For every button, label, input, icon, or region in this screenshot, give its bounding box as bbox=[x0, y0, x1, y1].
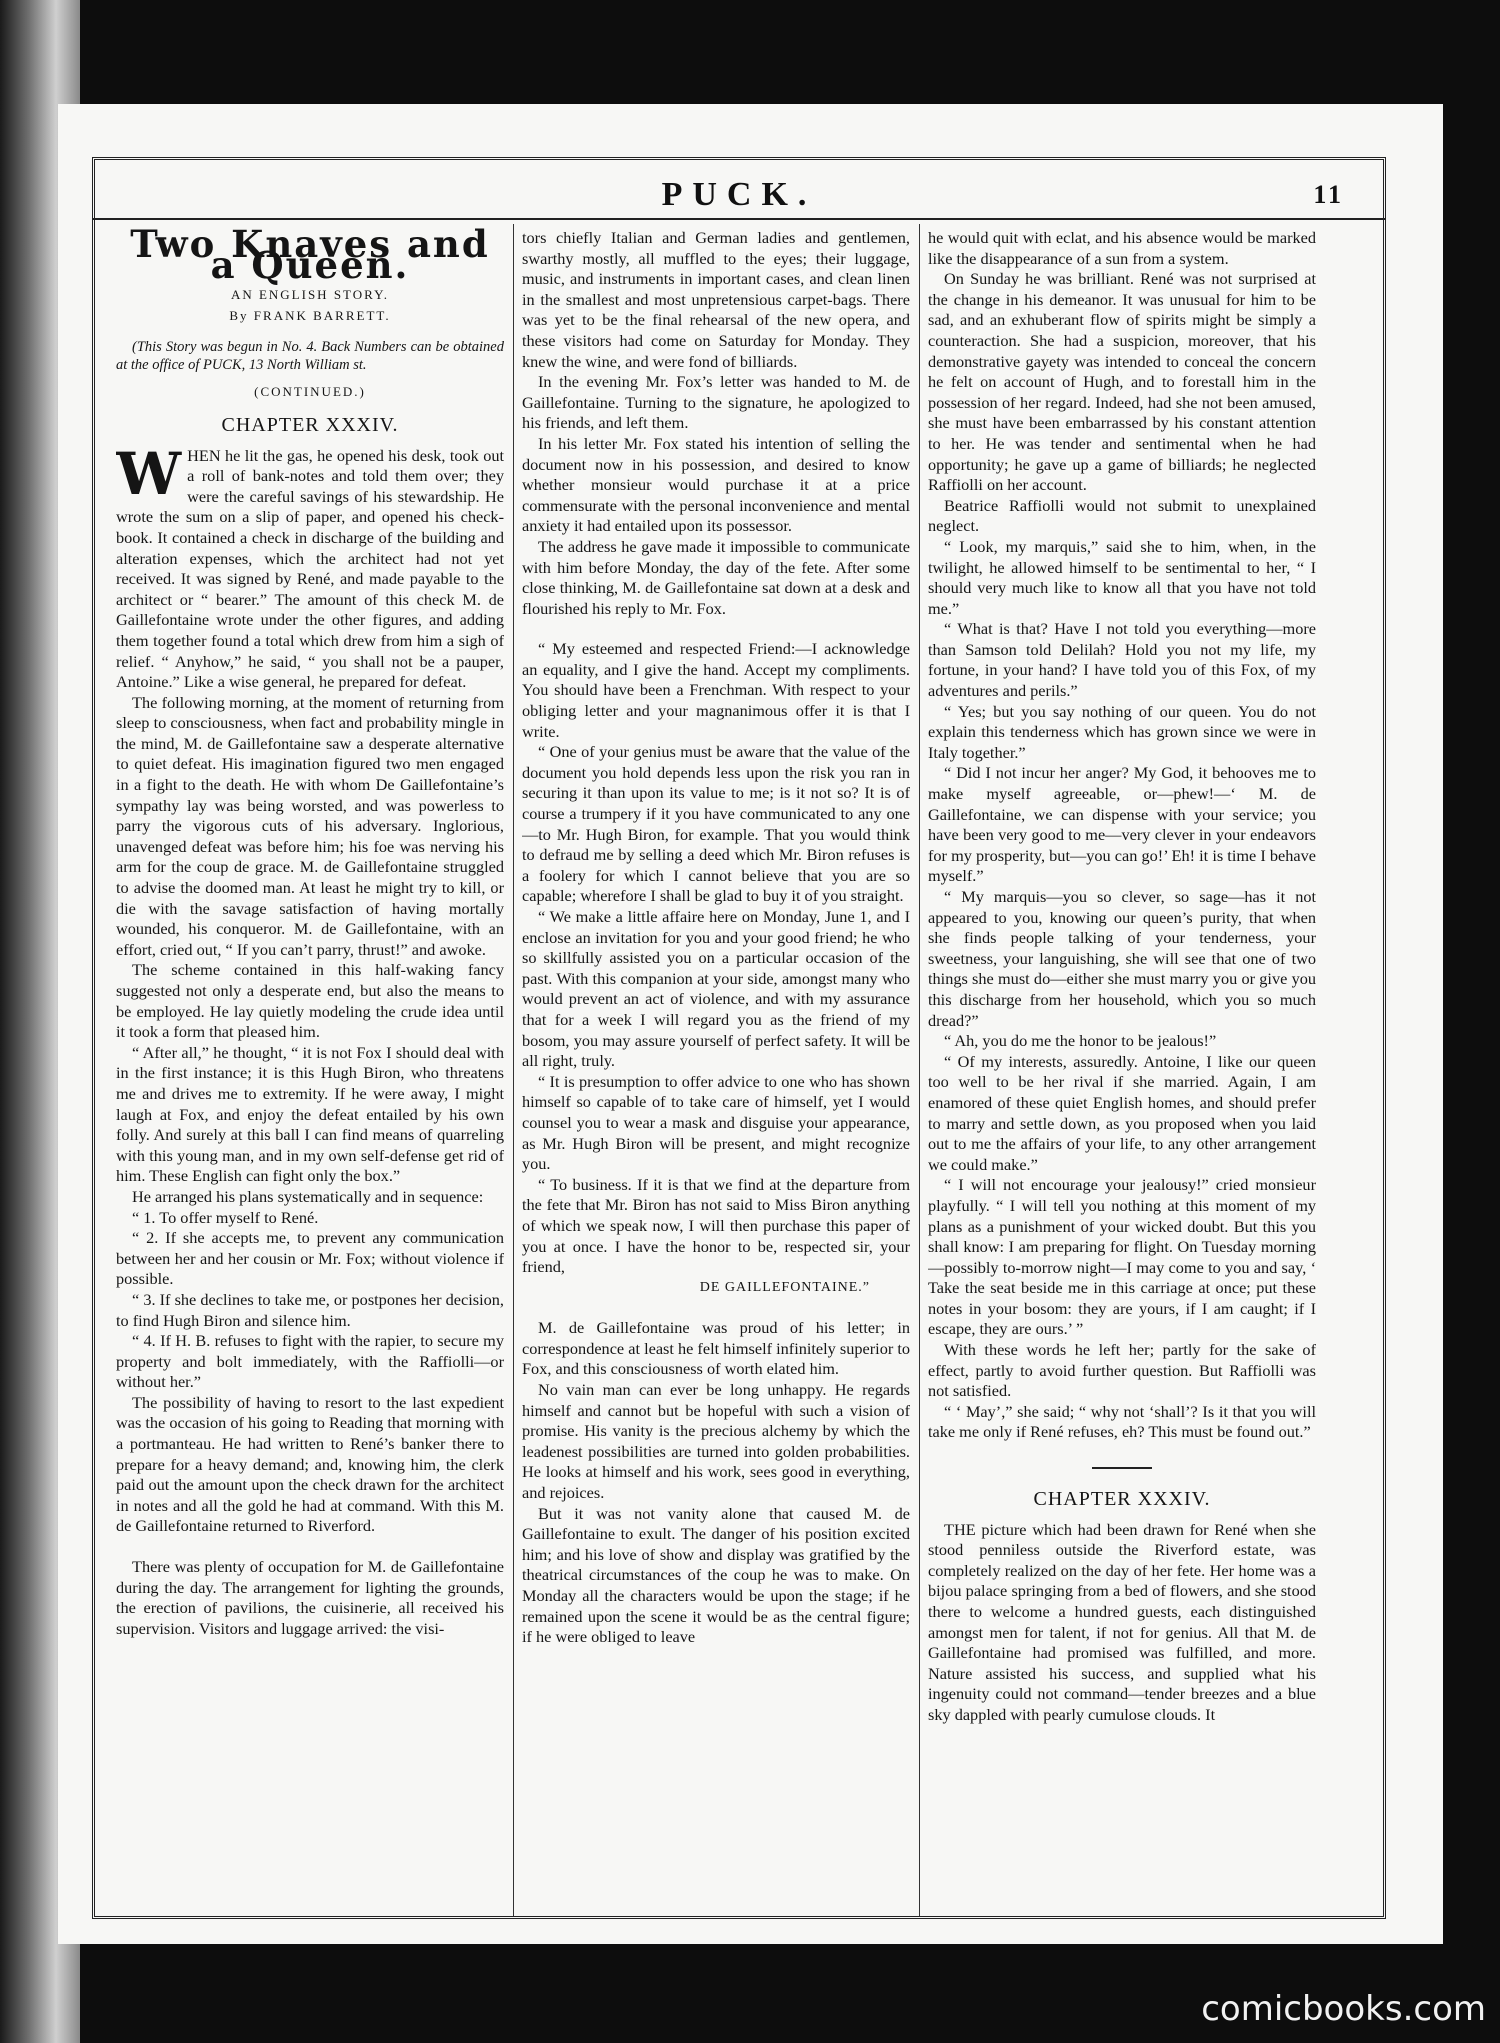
letter-paragraph: “ My esteemed and respected Friend:—I acknowledge an equality, and I give the hand. Accept my compliments. You should have been a Frenchman. With respect to your obliging letter and your magnanimous offer it is that I write. bbox=[522, 639, 910, 741]
paragraph: “ After all,” he thought, “ it is not Fox I should deal with in the first instance; it is this Hugh Biron, who threatens me and drives me to extremity. If he were away, I might laugh at Fox, and enjoy the defeat entailed by his own folly. And surely at this ball I can find means of quarreling with this young man, and in my own self-defense get rid of him. These English can fight only the box.” bbox=[116, 1042, 504, 1186]
paragraph: “ 4. If H. B. refuses to fight with the rapier, to secure my property and bolt immediately, with the Raffiolli—or without her.” bbox=[116, 1331, 504, 1392]
paragraph: M. de Gaillefontaine was proud of his letter; in correspondence at least he felt himself infinitely superior to Fox, and this consciousness of worth elated him. bbox=[522, 1318, 910, 1379]
story-byline: By FRANK BARRETT. bbox=[229, 307, 391, 323]
paragraph: No vain man can ever be long unhappy. He regards himself and cannot but be hopeful with such a vision of promise. His vanity is the precious alchemy by which the leadenest possibilities are turned into golden probabilities. He looks at himself and his work, sees good in everything, and rejoices. bbox=[522, 1380, 910, 1503]
paragraph: “ Of my interests, assuredly. Antoine, I like our queen too well to be her rival if she married. Again, I am enamored of these quiet English homes, and should prefer to marry and settle down, as you proposed when you laid out to me the affairs of your life, to any other arrangement we could make.” bbox=[928, 1051, 1316, 1174]
paragraph: “ Did I not incur her anger? My God, it behooves me to make myself agreeable, or—phew!—‘ M. de Gaillefontaine, we can dispense with your service; you have been very good to me—very clever in your endeavors for my prosperity, but—you can go!’ Eh! it is time I behave myself.” bbox=[928, 763, 1316, 886]
drop-cap: W bbox=[116, 439, 182, 508]
paragraph: In his letter Mr. Fox stated his intention of selling the document now in his possession, and desired to know whether monsieur would purchase it at a price commensurate with the personal inconvenience and mental anxiety it had entailed upon its possessor. bbox=[522, 433, 910, 536]
column-divider bbox=[513, 224, 514, 1916]
story-note: (This Story was begun in No. 4. Back Numbers can be obtained at the office of PUCK, 13 North William st. bbox=[116, 339, 504, 374]
paragraph: “ Yes; but you say nothing of our queen. You do not explain this tenderness which has grown since we were in Italy together.” bbox=[928, 701, 1316, 762]
section-separator bbox=[1092, 1467, 1152, 1469]
chapter-heading: CHAPTER XXXIV. bbox=[1033, 1488, 1211, 1511]
header-rule bbox=[92, 218, 1386, 220]
column-divider bbox=[919, 224, 920, 1916]
masthead bbox=[92, 176, 1386, 216]
paragraph: There was plenty of occupation for M. de Gaillefontaine during the day. The arrangement for lighting the grounds, the erection of pavilions, the cuisinerie, all received his supervision. Visitors and luggage arrived: the visi- bbox=[116, 1557, 504, 1638]
story-subtitle: AN ENGLISH STORY. bbox=[230, 287, 390, 303]
paragraph: But it was not vanity alone that caused M. de Gaillefontaine to exult. The danger of his position excited him; and his love of show and display was gratified by the theatrical circumstances of the coup he was to make. On Monday all the characters would be upon the stage; if he remained upon the scene it would be as the central figure; if he were obliged to leave bbox=[522, 1503, 910, 1647]
chapter-heading: CHAPTER XXXIV. bbox=[221, 413, 399, 436]
paragraph: “ I will not encourage your jealousy!” cried monsieur playfully. “ I will tell you nothing at this moment of my plans as a punishment of your wicked doubt. But this you shall know: I am preparing for flight. On Tuesday morning—possibly to-morrow night—I may come to you and say, ‘ Take the seat beside me in this carriage at once; put these notes in your bosom: they are yours, if I am caught; if I escape, they are ours.’ ” bbox=[928, 1175, 1316, 1339]
column-3 bbox=[928, 228, 1316, 1908]
paragraph: THE picture which had been drawn for René when she stood penniless outside the Riverford estate, was completely realized on the day of her fete. Her home was a bijou palace springing from a bed of flowers, and she stood there to welcome a hundred guests, each distinguished amongst men for talent, if not for genius. All that M. de Gaillefontaine had promised was fulfilled, and more. Nature assisted his success, and supplied what his ingenuity could not command—tender breezes and a blue sky dappled with pearly cumulose clouds. It bbox=[928, 1519, 1316, 1724]
page-number: 11 bbox=[1313, 180, 1344, 209]
paragraph-text: HEN he lit the gas, he opened his desk, took out a roll of bank-notes and told them over; they were the careful savings of his stewardship. He wrote the sum on a slip of paper, and opened his check-book. It contained a check in discharge of the building and alteration expenses, which the architect had not yet received. It was signed by René, and made payable to the architect or “ bearer.” The amount of this check M. de Gaillefontaine wrote under the other figures, and adding them together found a total which drew from him a sigh of relief. “ Anyhow,” he said, “ you shall not be a pauper, Antoine.” Like a wise general, he prepared for defeat. bbox=[116, 445, 504, 692]
paragraph: “ Look, my marquis,” said she to him, when, in the twilight, he allowed himself to be sentimental to her, “ I should very much like to know all that you have not told me.” bbox=[928, 536, 1316, 618]
paragraph: “ My marquis—you so clever, so sage—has it not appeared to you, knowing our queen’s purity, that when she finds people talking of your tenderness, your sweetness, your languishing, she will see that one of two things she must do—either she must marry you or give you this discharge from her household, which you so much dread?” bbox=[928, 887, 1316, 1030]
paragraph: The possibility of having to resort to the last expedient was the occasion of his going to Reading that morning with a portmanteau. He had written to René’s banker there to prepare for a heavy demand; and, knowing him, the clerk paid out the amount upon the check drawn for the architect in notes and all the gold he had at command. With this M. de Gaillefontaine returned to Riverford. bbox=[116, 1392, 504, 1536]
paragraph: “ 2. If she accepts me, to prevent any communication between her and her cousin or Mr. Fox; without violence if possible. bbox=[116, 1228, 504, 1289]
paragraph: “ 1. To offer myself to René. bbox=[132, 1207, 319, 1227]
paragraph: With these words he left her; partly for the sake of effect, partly to avoid further question. But Raffiolli was not satisfied. bbox=[928, 1340, 1316, 1401]
paragraph: “ What is that? Have I not told you everything—more than Samson told Delilah? Hold you not my life, my fortune, in your hand? I have told you of this Fox, of my adventures and perils.” bbox=[928, 619, 1316, 701]
paragraph: “ ‘ May’,” she said; “ why not ‘shall’? Is it that you will take me only if René refuses, eh? This must be found out.” bbox=[928, 1401, 1316, 1442]
letter-paragraph: “ It is presumption to offer advice to one who has shown himself so capable of to take care of himself, yet I would counsel you to wear a mask and disguise your appearance, as Mr. Hugh Biron will be present, and might recognize you. bbox=[522, 1071, 910, 1174]
publication-title: PUCK. bbox=[661, 176, 817, 213]
continued-label: (CONTINUED.) bbox=[254, 384, 366, 400]
letter-paragraph: “ We make a little affaire here on Monday, June 1, and I enclose an invitation for you and your good friend; he who so skillfully assisted you on a particular occasion of the past. With this companion at your side, amongst many who would prevent an act of violence, and with my assurance that for a week I will regard you as the friend of my bosom, you may assure yourself of perfect safety. It will be all right, truly. bbox=[522, 907, 910, 1071]
paragraph: In the evening Mr. Fox’s letter was handed to M. de Gaillefontaine. Turning to the signature, he apologized to his friends, and left them. bbox=[522, 372, 910, 433]
paragraph: He arranged his plans systematically and in sequence: bbox=[132, 1186, 484, 1206]
letter-signature: DE GAILLEFONTAINE.” bbox=[699, 1279, 870, 1295]
paragraph: The scheme contained in this half-waking fancy suggested not only a desperate end, but also the means to be employed. He lay quietly modeling the crude idea until it took a form that pleased him. bbox=[116, 960, 504, 1042]
story-title: Two Knaves and a Queen. bbox=[130, 228, 490, 287]
paragraph: “ Ah, you do me the honor to be jealous!” bbox=[944, 1031, 1217, 1051]
paragraph: Beatrice Raffiolli would not submit to unexplained neglect. bbox=[928, 495, 1316, 536]
paragraph bbox=[116, 439, 504, 693]
letter-paragraph: “ One of your genius must be aware that the value of the document you hold depends less upon the risk you ran in securing it than upon its value to me; is it not so? It is of course a trumpery if it you have communicated to any one—to Mr. Hugh Biron, for example. That you would think to defraud me by selling a deed which Mr. Biron refuses is a foolery for which I cannot believe that you are so capable; wherefore I shall be glad to buy it of you straight. bbox=[522, 742, 910, 906]
paragraph: he would quit with eclat, and his absence would be marked like the disappearance of a sun from a system. bbox=[928, 228, 1316, 268]
paragraph: “ 3. If she declines to take me, or postpones her decision, to find Hugh Biron and silence him. bbox=[116, 1289, 504, 1330]
paragraph: tors chiefly Italian and German ladies and gentlemen, swarthy mostly, all muffled to the eyes; their luggage, music, and instruments in important cases, and clean linen in the smallest and most unpretensious carpet-bags. There was yet to be the final rehearsal of the new opera, and these visitors had come on Saturday for Monday. They knew the wine, and were fond of billiards. bbox=[522, 228, 910, 371]
letter-paragraph: “ To business. If it is that we find at the departure from the fete that Mr. Biron has not said to Miss Biron anything of which we speak now, I will then purchase this paper of you at once. I have the honor to be, respected sir, your friend, bbox=[522, 1174, 910, 1277]
paragraph: On Sunday he was brilliant. René was not surprised at the change in his demeanor. It was unusual for him to be sad, and an exhuberant flow of spirits might be simply a counteraction. She had a suspicion, moreover, that his demonstrative gayety was intended to conceal the concern he felt on account of Hugh, and to forestall him in the possession of her regard. Indeed, had she not been amused, she must have been embarrassed by his constant attention to her. He was tender and sentimental when he had opportunity; he gave up a game of billiards; he neglected Raffiolli on her account. bbox=[928, 269, 1316, 495]
watermark: comicbooks.com bbox=[1201, 1989, 1486, 2029]
column-1 bbox=[116, 228, 504, 1908]
paragraph: The following morning, at the moment of returning from sleep to consciousness, when fact and probability mingle in the mind, M. de Gaillefontaine saw a desperate alternative to quiet defeat. His imagination figured two men engaged in a fight to the death. He with whom De Gaillefontaine’s sympathy lay was being worsted, and was powerless to parry the vigorous cuts of his adversary. Inglorious, unavenged defeat was before him; his foe was nerving his arm for the coup de grace. M. de Gaillefontaine struggled to advise the doomed man. At least he might try to kill, or die with the savage satisfaction of having mortally wounded, his conqueror. M. de Gaillefontaine, with an effort, cried out, “ If you can’t parry, thrust!” and awoke. bbox=[116, 692, 504, 959]
column-2 bbox=[522, 228, 910, 1908]
paragraph: The address he gave made it impossible to communicate with him before Monday, the day of the fete. After some close thinking, M. de Gaillefontaine sat down at a desk and flourished his reply to Mr. Fox. bbox=[522, 536, 910, 618]
